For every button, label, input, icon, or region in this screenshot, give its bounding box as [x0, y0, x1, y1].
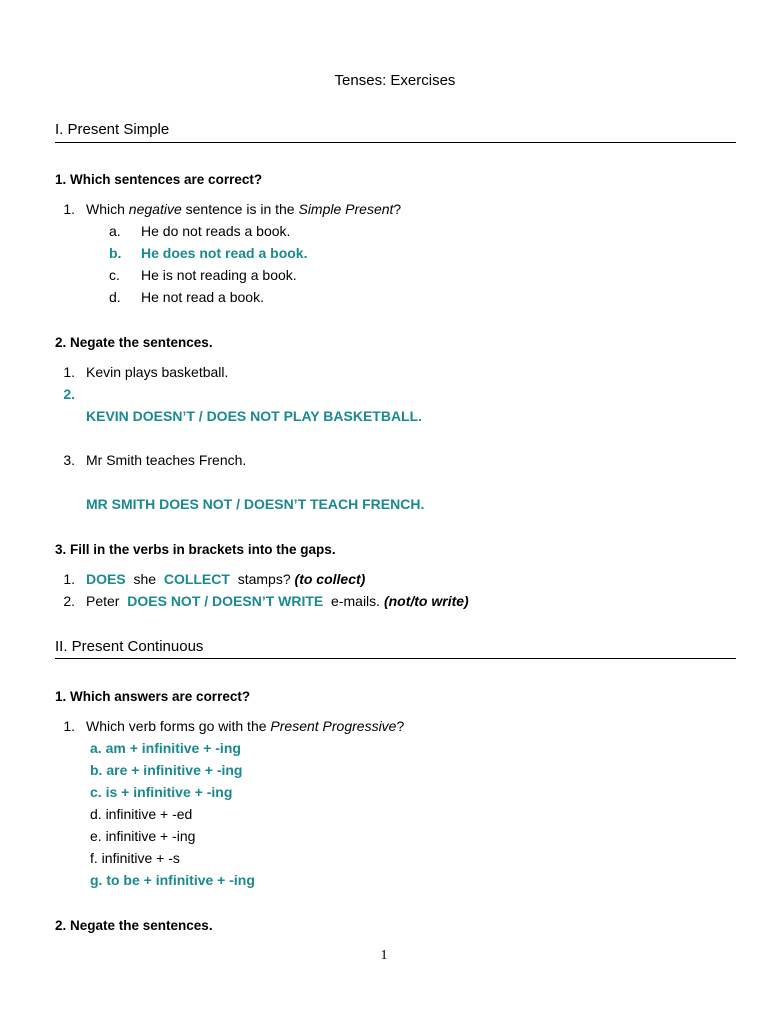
page-title: Tenses: Exercises — [334, 72, 456, 89]
question-number: 1. — [63, 718, 75, 734]
exercise-heading: 2. Negate the sentences. — [55, 918, 213, 933]
option-text-correct: c. is + infinitive + -ing — [90, 784, 233, 800]
answer-text: MR SMITH DOES NOT / DOESN’T TEACH FRENCH. — [86, 496, 425, 512]
item-number: 2. — [63, 593, 75, 609]
option-text: d. infinitive + -ed — [90, 806, 193, 822]
option-text: He is not reading a book. — [141, 267, 297, 283]
section-heading-present-simple: I. Present Simple — [55, 121, 170, 138]
exercise-heading: 3. Fill in the verbs in brackets into the gaps. — [55, 542, 336, 557]
option-label: d. — [109, 289, 121, 305]
section-divider — [55, 658, 736, 659]
section-heading-present-continuous: II. Present Continuous — [55, 638, 204, 655]
exercise-heading: 2. Negate the sentences. — [55, 335, 213, 350]
option-label: c. — [109, 267, 120, 283]
item-number: 2. — [63, 386, 75, 402]
option-text-correct: b. are + infinitive + -ing — [90, 762, 243, 778]
section-divider — [55, 142, 736, 143]
option-text: He do not reads a book. — [141, 223, 291, 239]
option-text-correct: a. am + infinitive + -ing — [90, 740, 241, 756]
question-text: Which verb forms go with the Present Progressive? — [86, 718, 405, 734]
question-number: 1. — [63, 201, 75, 217]
item-number: 3. — [63, 452, 75, 468]
exercise-heading: 1. Which sentences are correct? — [55, 172, 263, 187]
option-text: He not read a book. — [141, 289, 264, 305]
answer-text: KEVIN DOESN’T / DOES NOT PLAY BASKETBALL. — [86, 408, 423, 424]
option-text: f. infinitive + -s — [90, 850, 180, 866]
option-label: a. — [109, 223, 121, 239]
option-text-correct: He does not read a book. — [141, 245, 308, 261]
page-number: 1 — [380, 948, 388, 963]
item-text: Kevin plays basketball. — [86, 364, 229, 380]
option-label-correct: b. — [109, 245, 122, 261]
fill-in-line: DOES she COLLECT stamps? (to collect) — [86, 571, 366, 587]
item-number: 1. — [63, 571, 75, 587]
fill-in-line: Peter DOES NOT / DOESN’T WRITE e-mails. (not/to write) — [86, 593, 469, 609]
item-number: 1. — [63, 364, 75, 380]
item-text: Mr Smith teaches French. — [86, 452, 247, 468]
question-text: Which negative sentence is in the Simple Present? — [86, 201, 402, 217]
option-text: e. infinitive + -ing — [90, 828, 196, 844]
option-text-correct: g. to be + infinitive + -ing — [90, 872, 255, 888]
exercise-heading: 1. Which answers are correct? — [55, 689, 251, 704]
